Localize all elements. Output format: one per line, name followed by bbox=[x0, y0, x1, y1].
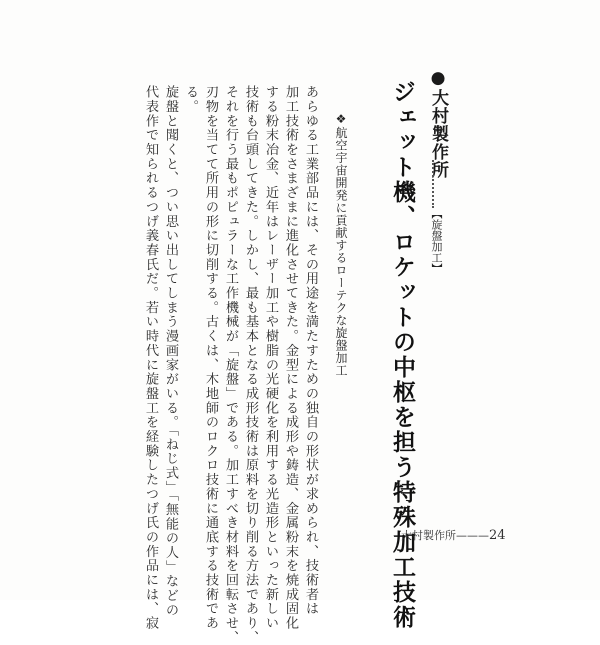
body-column-8: 旋盤と聞くと、つい思い出してしまう漫画家がいる。「ねじ式」「無能の人」などの bbox=[163, 85, 178, 618]
page-footer bbox=[401, 527, 506, 543]
body-column-1: あらゆる工業部品には、その用途を満たすための独自の形状が求められ、技術者は bbox=[303, 85, 318, 616]
body-column-9: 代表作で知られるつげ義春氏だ。若い時代に旋盤工を経験したつげ氏の作品には、寂 bbox=[143, 85, 158, 631]
article-subheading: ❖航空宇宙開発に貢献するローテクな旋盤加工 bbox=[334, 112, 348, 377]
body-column-3: する粉末冶金、近年はレーザー加工や樹脂の光硬化を利用する光造形といった新しい bbox=[263, 85, 278, 631]
running-head: 大村製作所 bbox=[401, 529, 456, 542]
leader-dots bbox=[432, 160, 434, 208]
series-title: ●大村製作所 bbox=[428, 68, 448, 179]
body-column-5: それを行う最もポピュラーな工作機械が「旋盤」である。加工すべき材料を回転させ、 bbox=[223, 85, 238, 645]
body-column-4: 技術も台頭してきた。しかし、最も基本となる成形技術は原料を切り削る方法であり、 bbox=[243, 85, 258, 645]
page-number: 24 bbox=[489, 528, 506, 543]
body-column-2: 加工技術をさまざまに進化させてきた。金型による成形や鋳造、金属粉末を焼成固化 bbox=[283, 85, 298, 631]
article-title: ジェット機、ロケットの中枢を担う特殊加工技術 bbox=[389, 80, 415, 630]
series-tag: 【旋盤加工】 bbox=[430, 208, 443, 274]
body-column-7: る。 bbox=[183, 85, 198, 114]
body-column-6: 刃物を当てて所用の形に切削する。古くは、木地師のロクロ技術に通底する技術であ bbox=[203, 85, 218, 631]
footer-rule: ——— bbox=[456, 529, 489, 542]
